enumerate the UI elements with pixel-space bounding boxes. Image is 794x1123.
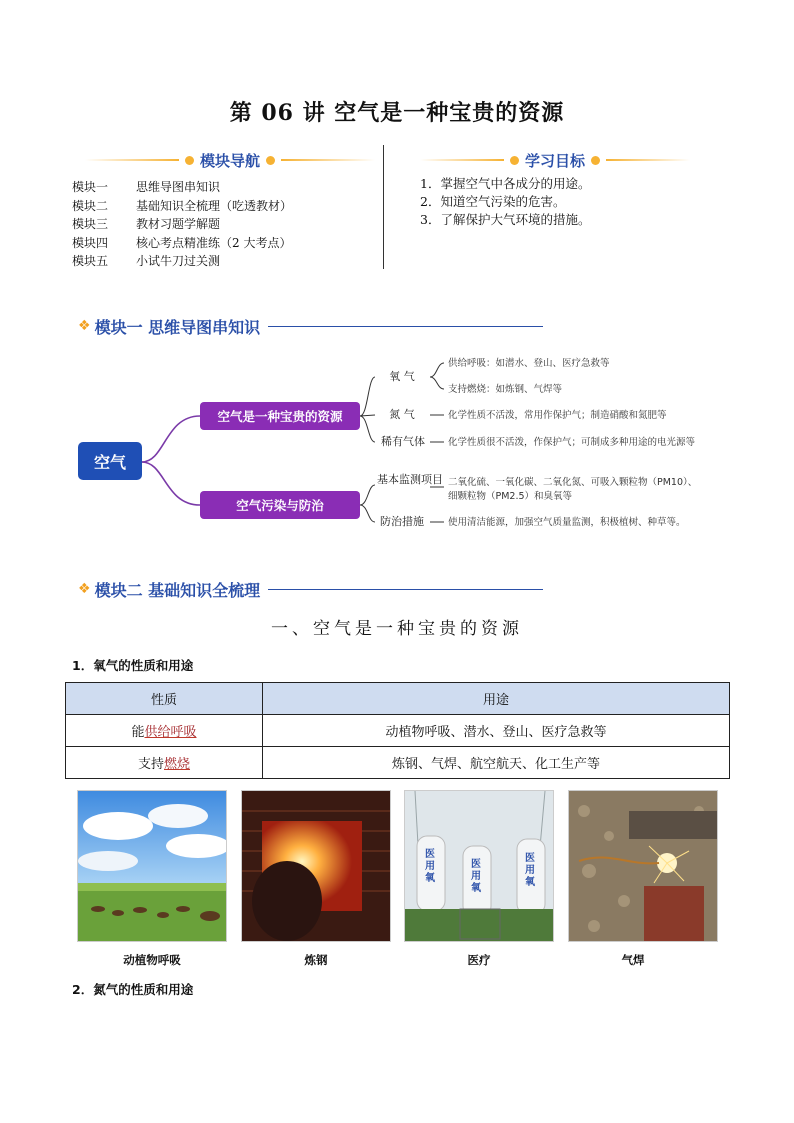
table-row — [66, 747, 730, 779]
monitor-desc-line2: 细颗粒物（PM2.5）和臭氧等 — [448, 491, 573, 502]
branch-resource: 空气是一种宝贵的资源 — [200, 402, 360, 430]
tank-label: 医用氧 — [425, 849, 435, 884]
diamond-arrows-icon: ❖ — [78, 318, 91, 334]
tank-label: 医用氧 — [471, 859, 481, 894]
node-nitrogen: 氮 气 — [389, 408, 415, 421]
photo-welding — [568, 790, 718, 942]
furnace-image — [242, 791, 391, 942]
dot-icon — [510, 156, 519, 165]
heading-rule — [281, 159, 375, 161]
page-title: 第 06 讲 空气是一种宝贵的资源 — [229, 100, 565, 126]
module-nav-item — [72, 234, 292, 253]
goal-item: 1．掌握空气中各成分的用途。 — [420, 176, 591, 191]
use-cell: 动植物呼吸、潜水、登山、医疗急救等 — [263, 715, 730, 747]
noble-gas-desc: 化学性质很不活泼，作保护气；可制成多种用途的电光源等 — [448, 437, 696, 448]
property-keyword: 供给呼吸 — [144, 725, 197, 740]
section-rule — [268, 589, 543, 590]
oxygen-properties-table — [65, 682, 730, 779]
module-nav-item — [72, 215, 292, 234]
module-text: 基础知识全梳理（吃透教材） — [136, 198, 293, 213]
module-nav-item — [72, 197, 292, 216]
column-divider — [383, 145, 384, 269]
node-noble-gas: 稀有气体 — [381, 435, 425, 448]
module-text: 思维导图串知识 — [136, 180, 221, 194]
section-heading-2 — [78, 578, 543, 600]
photo-steelmaking — [241, 790, 391, 942]
question-title-oxygen: 1．氧气的性质和用途 — [72, 658, 194, 673]
section-heading-1 — [78, 315, 543, 337]
learning-goals-heading — [420, 150, 690, 170]
node-oxygen: 氧 气 — [389, 370, 415, 383]
question-title-nitrogen: 2．氮气的性质和用途 — [72, 982, 194, 997]
dot-icon — [591, 156, 600, 165]
module-text: 核心考点精准练（2 大考点） — [136, 235, 292, 250]
welding-image — [569, 791, 718, 942]
photo-caption: 动植物呼吸 — [123, 953, 181, 967]
photo-caption: 炼钢 — [304, 953, 328, 967]
learning-goals-list — [420, 175, 590, 229]
module-key: 模块四 — [72, 235, 109, 250]
branch-pollution: 空气污染与防治 — [200, 491, 360, 519]
module-nav-item — [72, 178, 292, 197]
photo-caption: 医疗 — [467, 953, 491, 967]
module-nav-list — [72, 178, 292, 271]
section-title: 模块二 基础知识全梳理 — [94, 580, 261, 600]
photo-caption: 气焊 — [621, 953, 645, 967]
property-cell — [66, 715, 263, 747]
tank-label: 医用氧 — [525, 853, 535, 888]
dot-icon — [266, 156, 275, 165]
column-header: 用途 — [263, 683, 730, 715]
section-rule — [268, 326, 543, 327]
monitor-desc-line1: 二氧化硫、一氧化碳、二氧化氮、可吸入颗粒物（PM10）、 — [448, 477, 698, 488]
prevent-desc: 使用清洁能源，加强空气质量监测，积极植树、种草等。 — [448, 517, 686, 528]
heading-rule — [420, 159, 504, 161]
property-prefix: 支持 — [137, 757, 164, 772]
oxygen-use-combustion: 支持燃烧：如炼钢、气焊等 — [448, 384, 563, 395]
oxygen-use-breathing: 供给呼吸：如潜水、登山、医疗急救等 — [448, 358, 610, 369]
nitrogen-desc: 化学性质不活泼，常用作保护气；制造硝酸和氮肥等 — [448, 410, 667, 421]
goal-item: 3．了解保护大气环境的措施。 — [420, 212, 591, 227]
learning-goals-title: 学习目标 — [525, 151, 586, 170]
module-nav-item — [72, 252, 292, 271]
module-key: 模块一 — [72, 180, 109, 194]
mind-map-root: 空气 — [78, 442, 142, 480]
heading-rule — [606, 159, 690, 161]
grassland-image — [78, 791, 227, 942]
property-prefix: 能 — [131, 725, 145, 740]
heading-rule — [85, 159, 179, 161]
diamond-arrows-icon: ❖ — [78, 581, 91, 597]
section-title: 模块一 思维导图串知识 — [94, 317, 261, 337]
photo-animal-breathing — [77, 790, 227, 942]
module-key: 模块二 — [72, 198, 109, 213]
column-header: 性质 — [66, 683, 263, 715]
dot-icon — [185, 156, 194, 165]
photo-medical — [404, 790, 554, 942]
use-cell: 炼钢、气焊、航空航天、化工生产等 — [263, 747, 730, 779]
module-nav-heading — [85, 150, 375, 170]
property-keyword: 燃烧 — [164, 757, 191, 772]
subsection-title: 一、空气是一种宝贵的资源 — [271, 619, 523, 639]
node-monitor: 基本监测项目 — [377, 473, 443, 486]
module-key: 模块三 — [72, 217, 109, 231]
module-text: 小试牛刀过关测 — [136, 254, 221, 268]
mind-map — [0, 345, 794, 535]
module-text: 教材习题学解题 — [136, 217, 221, 231]
table-header-row — [66, 683, 730, 715]
node-prevent: 防治措施 — [380, 515, 424, 528]
module-key: 模块五 — [72, 254, 109, 268]
property-cell — [66, 747, 263, 779]
goal-item: 2．知道空气污染的危害。 — [420, 194, 566, 209]
module-nav-title: 模块导航 — [200, 151, 261, 170]
table-row — [66, 715, 730, 747]
